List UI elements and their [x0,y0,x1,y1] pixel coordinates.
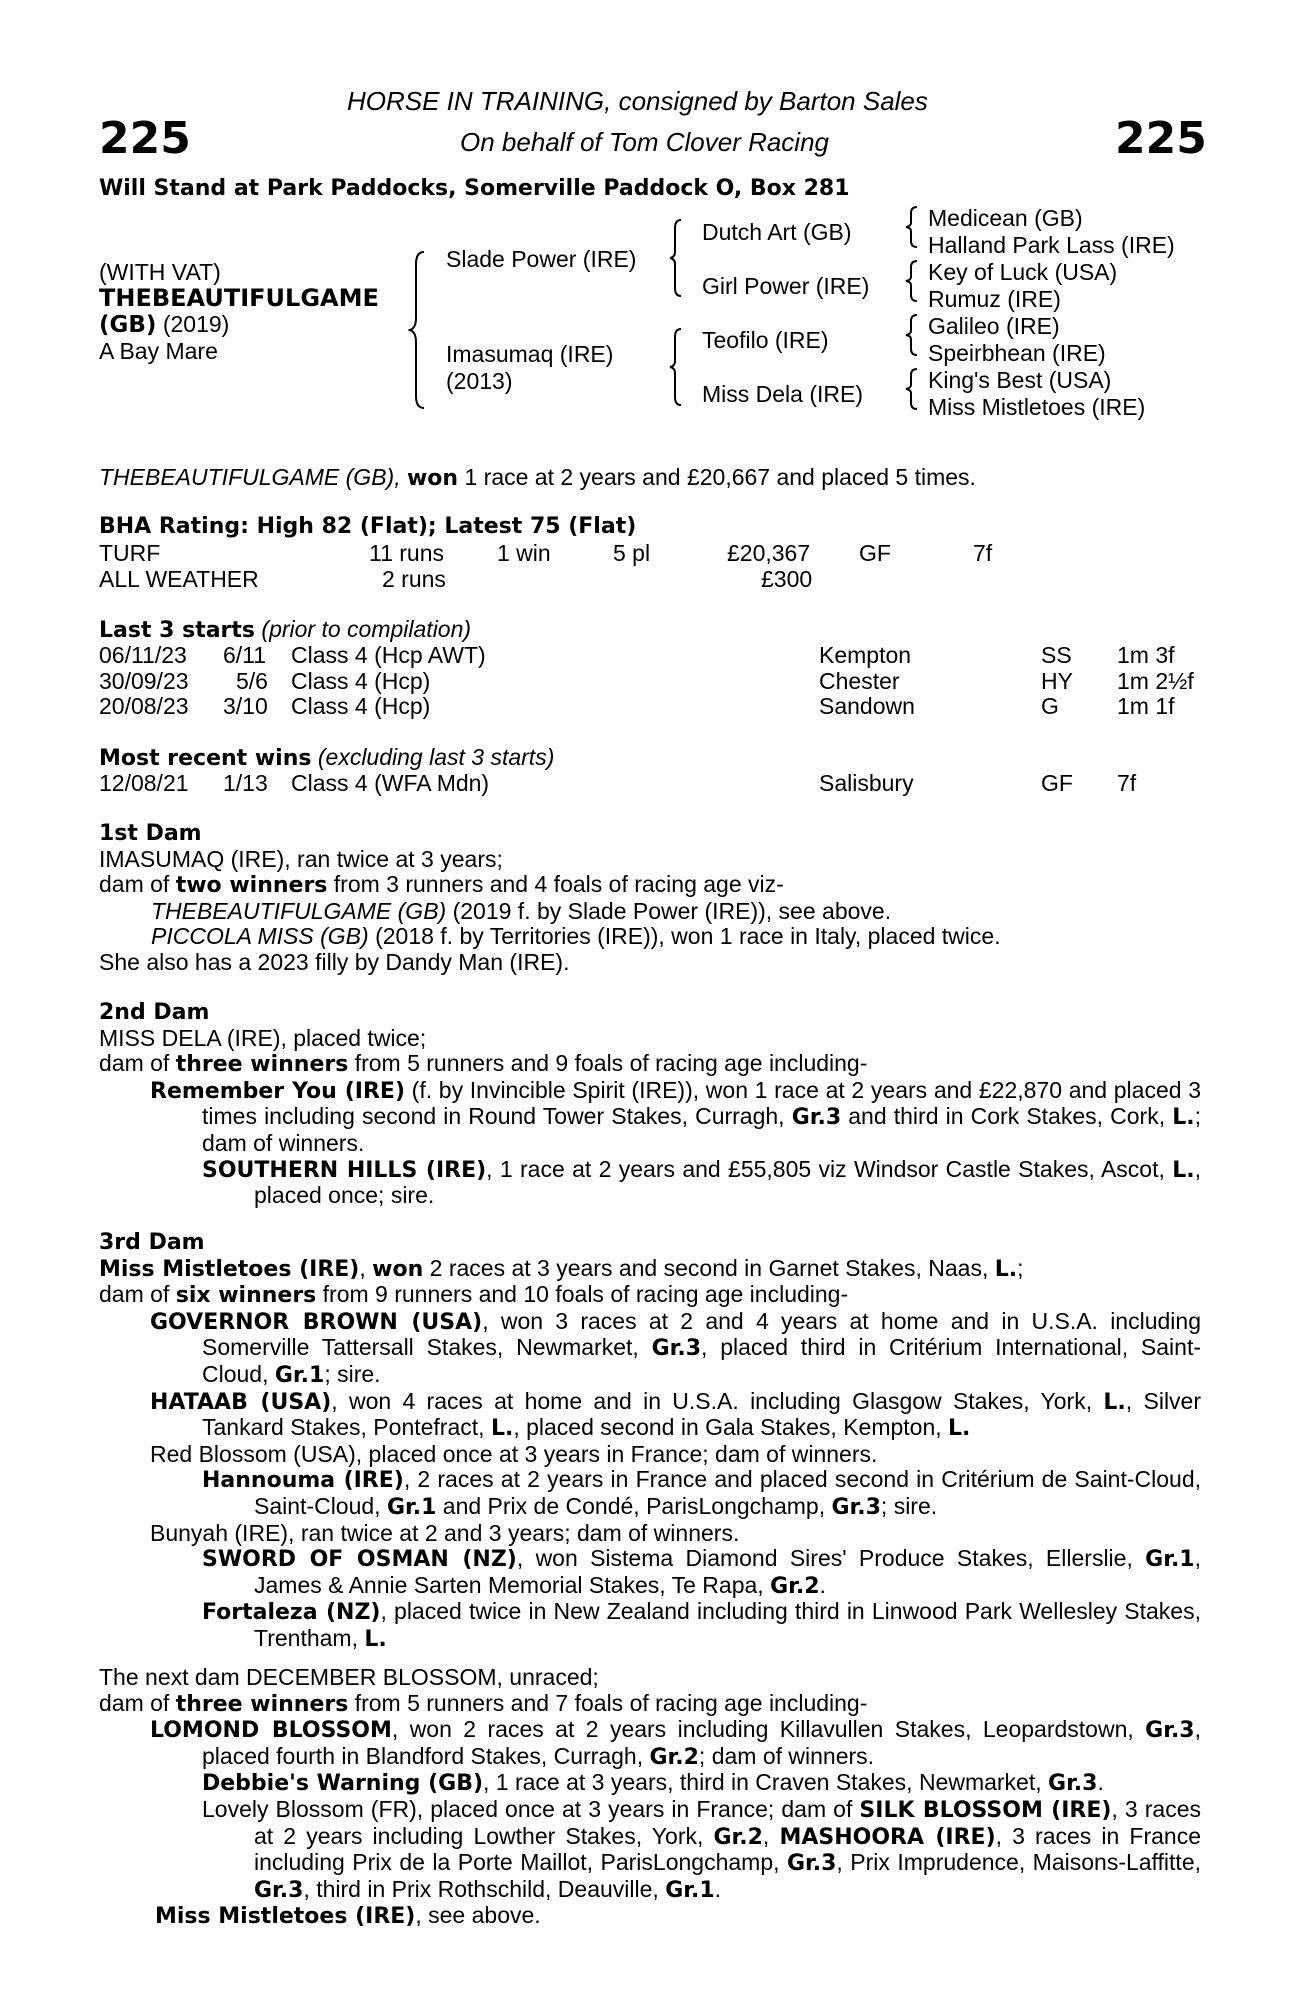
dam-line: MISS DELA (IRE), placed twice; [99,1024,427,1051]
progeny-entry [99,1770,1201,1797]
placed: 5 pl [613,540,651,566]
progeny-entry: Red Blossom (USA), placed once at 3 years in France; dam of winners. [150,1440,878,1467]
text: , placed fourth in Blandford Stakes, Curragh, [202,1716,1201,1769]
course: Sandown [819,693,915,720]
bold-text: Gr.1 [665,1877,715,1903]
dam-name: Imasumaq (IRE) [446,341,614,367]
stand-location: Will Stand at Park Paddocks, Somerville Paddock O, Box 281 [99,176,850,201]
course: Chester [819,667,900,694]
produce-line [99,872,1201,899]
pedigree-brace-sire [668,218,684,298]
gg-sss: Medicean (GB) [928,205,1083,231]
bold-text: L. [1172,1105,1195,1131]
dam-line: IMASUMAQ (IRE), ran twice at 3 years; [99,845,503,872]
horse-origin [99,311,229,338]
winners-count: six winners [175,1283,317,1309]
bold-text: Debbie's Warning (GB) [202,1771,484,1797]
produce-line [99,1691,1201,1718]
text: dam of [99,1689,176,1716]
start-row [99,642,1201,668]
vat-note: (WITH VAT) [99,259,221,285]
second-dam-section [99,1000,1201,1209]
text: ; sire. [324,1360,381,1387]
runs: 11 runs [369,540,445,566]
bold-text: Miss Mistletoes (IRE) [155,1904,416,1930]
produce-line [99,1051,1201,1078]
last3-heading [99,616,471,643]
going: G [1041,693,1059,720]
text: , 3 races in France including Prix de la Porte Maillot, ParisLongchamp, [254,1822,1202,1876]
next-dam-section [99,1665,1201,1930]
rating-row [99,540,1201,566]
horse-country: (GB) [99,312,157,338]
race-summary [99,464,976,491]
start-row [99,693,1201,719]
rating-row [99,566,1201,592]
bold-text: Miss Mistletoes (IRE) [99,1256,360,1282]
going: GF [1041,770,1073,796]
position: 1/13 [223,770,268,796]
recent-note: (excluding last 3 starts) [311,744,555,770]
text: 2 races at 3 years and second in Garnet Stakes, Naas, [423,1254,995,1281]
progeny-entry [99,1309,1201,1389]
winners-count: three winners [175,1052,349,1078]
text: , James & Annie Sarten Memorial Stakes, Te Rapa, [254,1545,1201,1598]
bold-text: MASHOORA (IRE) [779,1824,996,1850]
summary-horse: THEBEAUTIFULGAME (GB), [99,464,401,490]
progeny-name: THEBEAUTIFULGAME (GB) [151,897,447,924]
sire-name: Slade Power (IRE) [446,246,637,272]
bold-text: SILK BLOSSOM (IRE) [859,1797,1112,1823]
date: 06/11/23 [99,642,187,668]
prize-money: £300 [761,565,813,592]
produce-line [99,1282,1201,1309]
bold-text: won [372,1256,424,1282]
first-dam-section [99,821,1201,976]
race: Class 4 (Hcp) [291,693,431,720]
rating-table [99,540,1201,591]
course: Kempton [819,642,912,668]
date: 30/09/23 [99,667,189,694]
last3-table [99,642,1201,719]
text: and third in Cork Stakes, Cork, [841,1103,1173,1130]
text: , won Sistema Diamond Sires' Produce Stakes, Ellerslie, [516,1545,1146,1572]
progeny-entry [99,1389,1201,1442]
gg-sds: Key of Luck (USA) [928,259,1118,285]
text: ; sire. [880,1492,938,1519]
bold-text: L. [490,1416,514,1442]
position: 5/6 [236,667,268,694]
text: , 2 races at 2 years in France and placed second in Critérium de Saint-Cloud, Saint-Cloud, [254,1466,1202,1519]
text: . [714,1875,722,1902]
going: GF [859,540,891,566]
bold-text: L. [364,1626,387,1652]
gg-dsd: Speirbhean (IRE) [928,340,1106,366]
bold-text: Gr.3 [831,1494,881,1520]
bold-text: Hannouma (IRE) [202,1468,404,1494]
gg-dds: King's Best (USA) [928,367,1112,393]
progeny-entry: Bunyah (IRE), ran twice at 2 and 3 years; dam of winners. [150,1519,740,1546]
distance: 7f [973,540,993,566]
bold-text: HATAAB (USA) [150,1389,332,1415]
text: from 5 runners and 9 foals of racing age including- [348,1050,868,1077]
progeny-entry [99,1546,1201,1599]
section-heading: 2nd Dam [99,1000,210,1025]
text: , won 2 races at 2 years including Killavullen Stakes, Leopardstown, [391,1716,1146,1743]
lot-number-right: 225 [1115,113,1207,164]
position: 3/10 [223,693,268,720]
pedigree-brace-ss [904,205,920,249]
text: dam of [99,1281,176,1308]
bold-text: SOUTHERN HILLS (IRE) [202,1157,487,1183]
going: HY [1041,667,1073,694]
text: ; [1017,1254,1024,1281]
bold-text: L. [994,1256,1018,1282]
bold-text: L. [948,1416,971,1442]
summary-text: 1 race at 2 years and £20,667 and placed 5 times. [458,464,976,490]
progeny-name: PICCOLA MISS (GB) [151,923,369,950]
going: SS [1041,642,1072,668]
distance: 1m 1f [1117,693,1175,720]
surface: ALL WEATHER [99,565,259,592]
bold-text: L. [1103,1389,1126,1415]
text: , third in Prix Rothschild, Deauville, [303,1875,666,1902]
last3-title: Last 3 starts [99,618,256,643]
text: from 9 runners and 10 foals of racing age including- [316,1281,849,1308]
date: 20/08/23 [99,693,189,720]
gg-sdd: Rumuz (IRE) [928,286,1061,312]
bold-text: SWORD OF OSMAN (NZ) [202,1547,517,1573]
section-heading: 1st Dam [99,821,202,846]
bold-text: Gr.1 [386,1494,437,1520]
text: , 1 race at 2 years and £55,805 viz Windsor Castle Stakes, Ascot, [486,1155,1173,1182]
bold-text: Gr.3 [1145,1718,1195,1744]
text: from 5 runners and 7 foals of racing age including- [348,1689,868,1716]
lot-number-left: 225 [99,113,191,164]
bold-text: Gr.3 [254,1877,304,1903]
dam-dam: Miss Dela (IRE) [702,381,864,407]
dam-line: The next dam DECEMBER BLOSSOM, unraced; [99,1664,599,1690]
date: 12/08/21 [99,770,189,796]
progeny-entry [99,1467,1201,1520]
third-dam-section [99,1230,1201,1653]
bold-text: Remember You (IRE) [150,1078,405,1104]
bold-text: L. [1172,1157,1195,1183]
sire-dam: Girl Power (IRE) [702,273,870,299]
progeny-entry [99,1599,1201,1652]
text: , Silver Tankard Stakes, Pontefract, [202,1387,1201,1441]
position: 6/11 [223,642,267,668]
distance: 1m 3f [1117,642,1175,668]
winners-count: three winners [175,1691,349,1717]
race: Class 4 (Hcp AWT) [291,642,486,668]
rating-heading: BHA Rating: High 82 (Flat); Latest 75 (Flat) [99,514,637,539]
bold-text: LOMOND BLOSSOM [150,1718,392,1744]
text: ; dam of winners. [202,1103,1201,1156]
recent-table [99,770,1201,796]
start-row [99,668,1201,694]
pedigree-brace-sd [904,259,920,303]
text: dam of [99,871,176,898]
prize-money: £20,367 [727,540,811,566]
consignor-line: On behalf of Tom Clover Racing [460,127,830,157]
bold-text: Gr.1 [274,1362,325,1388]
text: (f. by Invincible Spirit (IRE)), won 1 race at 2 years and £22,870 and placed 3 times including second in Round Tower Stakes, Curragh, [202,1076,1201,1130]
recent-title: Most recent wins [99,746,312,771]
pedigree-brace-ds [904,313,920,357]
consignment-line: HORSE IN TRAINING, consigned by Barton Sales [347,86,928,116]
race: Class 4 (WFA Mdn) [291,770,490,796]
summary-won: won [406,466,459,491]
progeny-details: (2018 f. by Territories (IRE)), won 1 race in Italy, placed twice. [368,923,1001,950]
bold-text: Gr.2 [649,1744,699,1770]
text: , Prix Imprudence, Maisons-Laffitte, [836,1849,1201,1876]
foal-note: She also has a 2023 filly by Dandy Man (IRE). [99,948,570,975]
section-heading: 3rd Dam [99,1230,205,1255]
text: . [1097,1769,1104,1796]
bold-text: GOVERNOR BROWN (USA) [150,1309,483,1335]
pedigree-brace-dd [904,367,920,411]
text: , placed twice in New Zealand including third in Linwood Park Wellesley Stakes, Trentham, [254,1598,1201,1651]
winners-count: two winners [175,873,328,899]
race: Class 4 (Hcp) [291,667,431,694]
text: , won 4 races at home and in U.S.A. including Glasgow Stakes, York, [331,1387,1104,1414]
distance: 7f [1117,770,1137,796]
sire-sire: Dutch Art (GB) [702,219,852,245]
progeny-entry [99,1797,1201,1903]
progeny-details: (2019 f. by Slade Power (IRE)), see above. [446,897,892,924]
progeny-entry [99,1157,1201,1209]
dam-line [99,1256,1201,1283]
dam-year: (2013) [446,368,513,394]
bold-text: Gr.3 [651,1336,702,1362]
horse-name: THEBEAUTIFULGAME [99,284,379,312]
progeny-entry [99,924,1201,950]
pedigree-brace-main [408,250,428,410]
progeny-entry [99,1078,1201,1157]
text: , placed third in Critérium International, Saint-Cloud, [202,1334,1201,1387]
text: , 1 race at 3 years, third in Craven Stakes, Newmarket, [483,1769,1049,1796]
text: and Prix de Condé, ParisLongchamp, [436,1492,832,1519]
last3-note: (prior to compilation) [255,616,472,642]
dam-sire: Teofilo (IRE) [702,327,829,353]
bold-text: Gr.3 [786,1851,837,1877]
bold-text: Gr.1 [1145,1547,1195,1573]
pedigree-brace-dam [668,327,684,407]
bold-text: Gr.2 [770,1573,820,1599]
gg-dss: Galileo (IRE) [928,313,1060,339]
progeny-entry [99,1903,1201,1930]
text: , 3 races at 2 years including Lowther Stakes, York, [254,1795,1201,1849]
text: , see above. [415,1902,541,1929]
gg-ddd: Miss Mistletoes (IRE) [928,394,1146,420]
text: , placed second in Gala Stakes, Kempton, [513,1414,949,1441]
win-row [99,770,1201,796]
text: , placed once; sire. [254,1155,1201,1209]
bold-text: Gr.2 [713,1824,763,1850]
text: from 3 runners and 4 foals of racing age viz- [327,871,784,898]
text: Lovely Blossom (FR), placed once at 3 years in France; dam of [202,1795,860,1822]
progeny-entry [99,1717,1201,1770]
gg-ssd: Halland Park Lass (IRE) [928,232,1175,258]
progeny-entry [99,899,1201,925]
distance: 1m 2½f [1117,667,1194,694]
text: , [762,1822,780,1849]
horse-year: (2019) [156,311,230,337]
bold-text: Gr.3 [1048,1771,1098,1797]
text: , won 3 races at 2 and 4 years at home and in U.S.A. including Somerville Tattersall Stakes, Newmarket, [202,1307,1201,1361]
text: dam of [99,1050,176,1077]
course: Salisbury [819,770,914,796]
text: . [819,1571,826,1598]
bold-text: Gr.3 [791,1105,842,1131]
bold-text: Fortaleza (NZ) [202,1600,381,1626]
wins: 1 win [497,540,551,566]
horse-description: A Bay Mare [99,338,218,364]
recent-heading [99,744,554,771]
text: , [359,1254,373,1281]
text: ; dam of winners. [698,1742,875,1769]
runs: 2 runs [382,565,446,592]
surface: TURF [99,540,161,566]
